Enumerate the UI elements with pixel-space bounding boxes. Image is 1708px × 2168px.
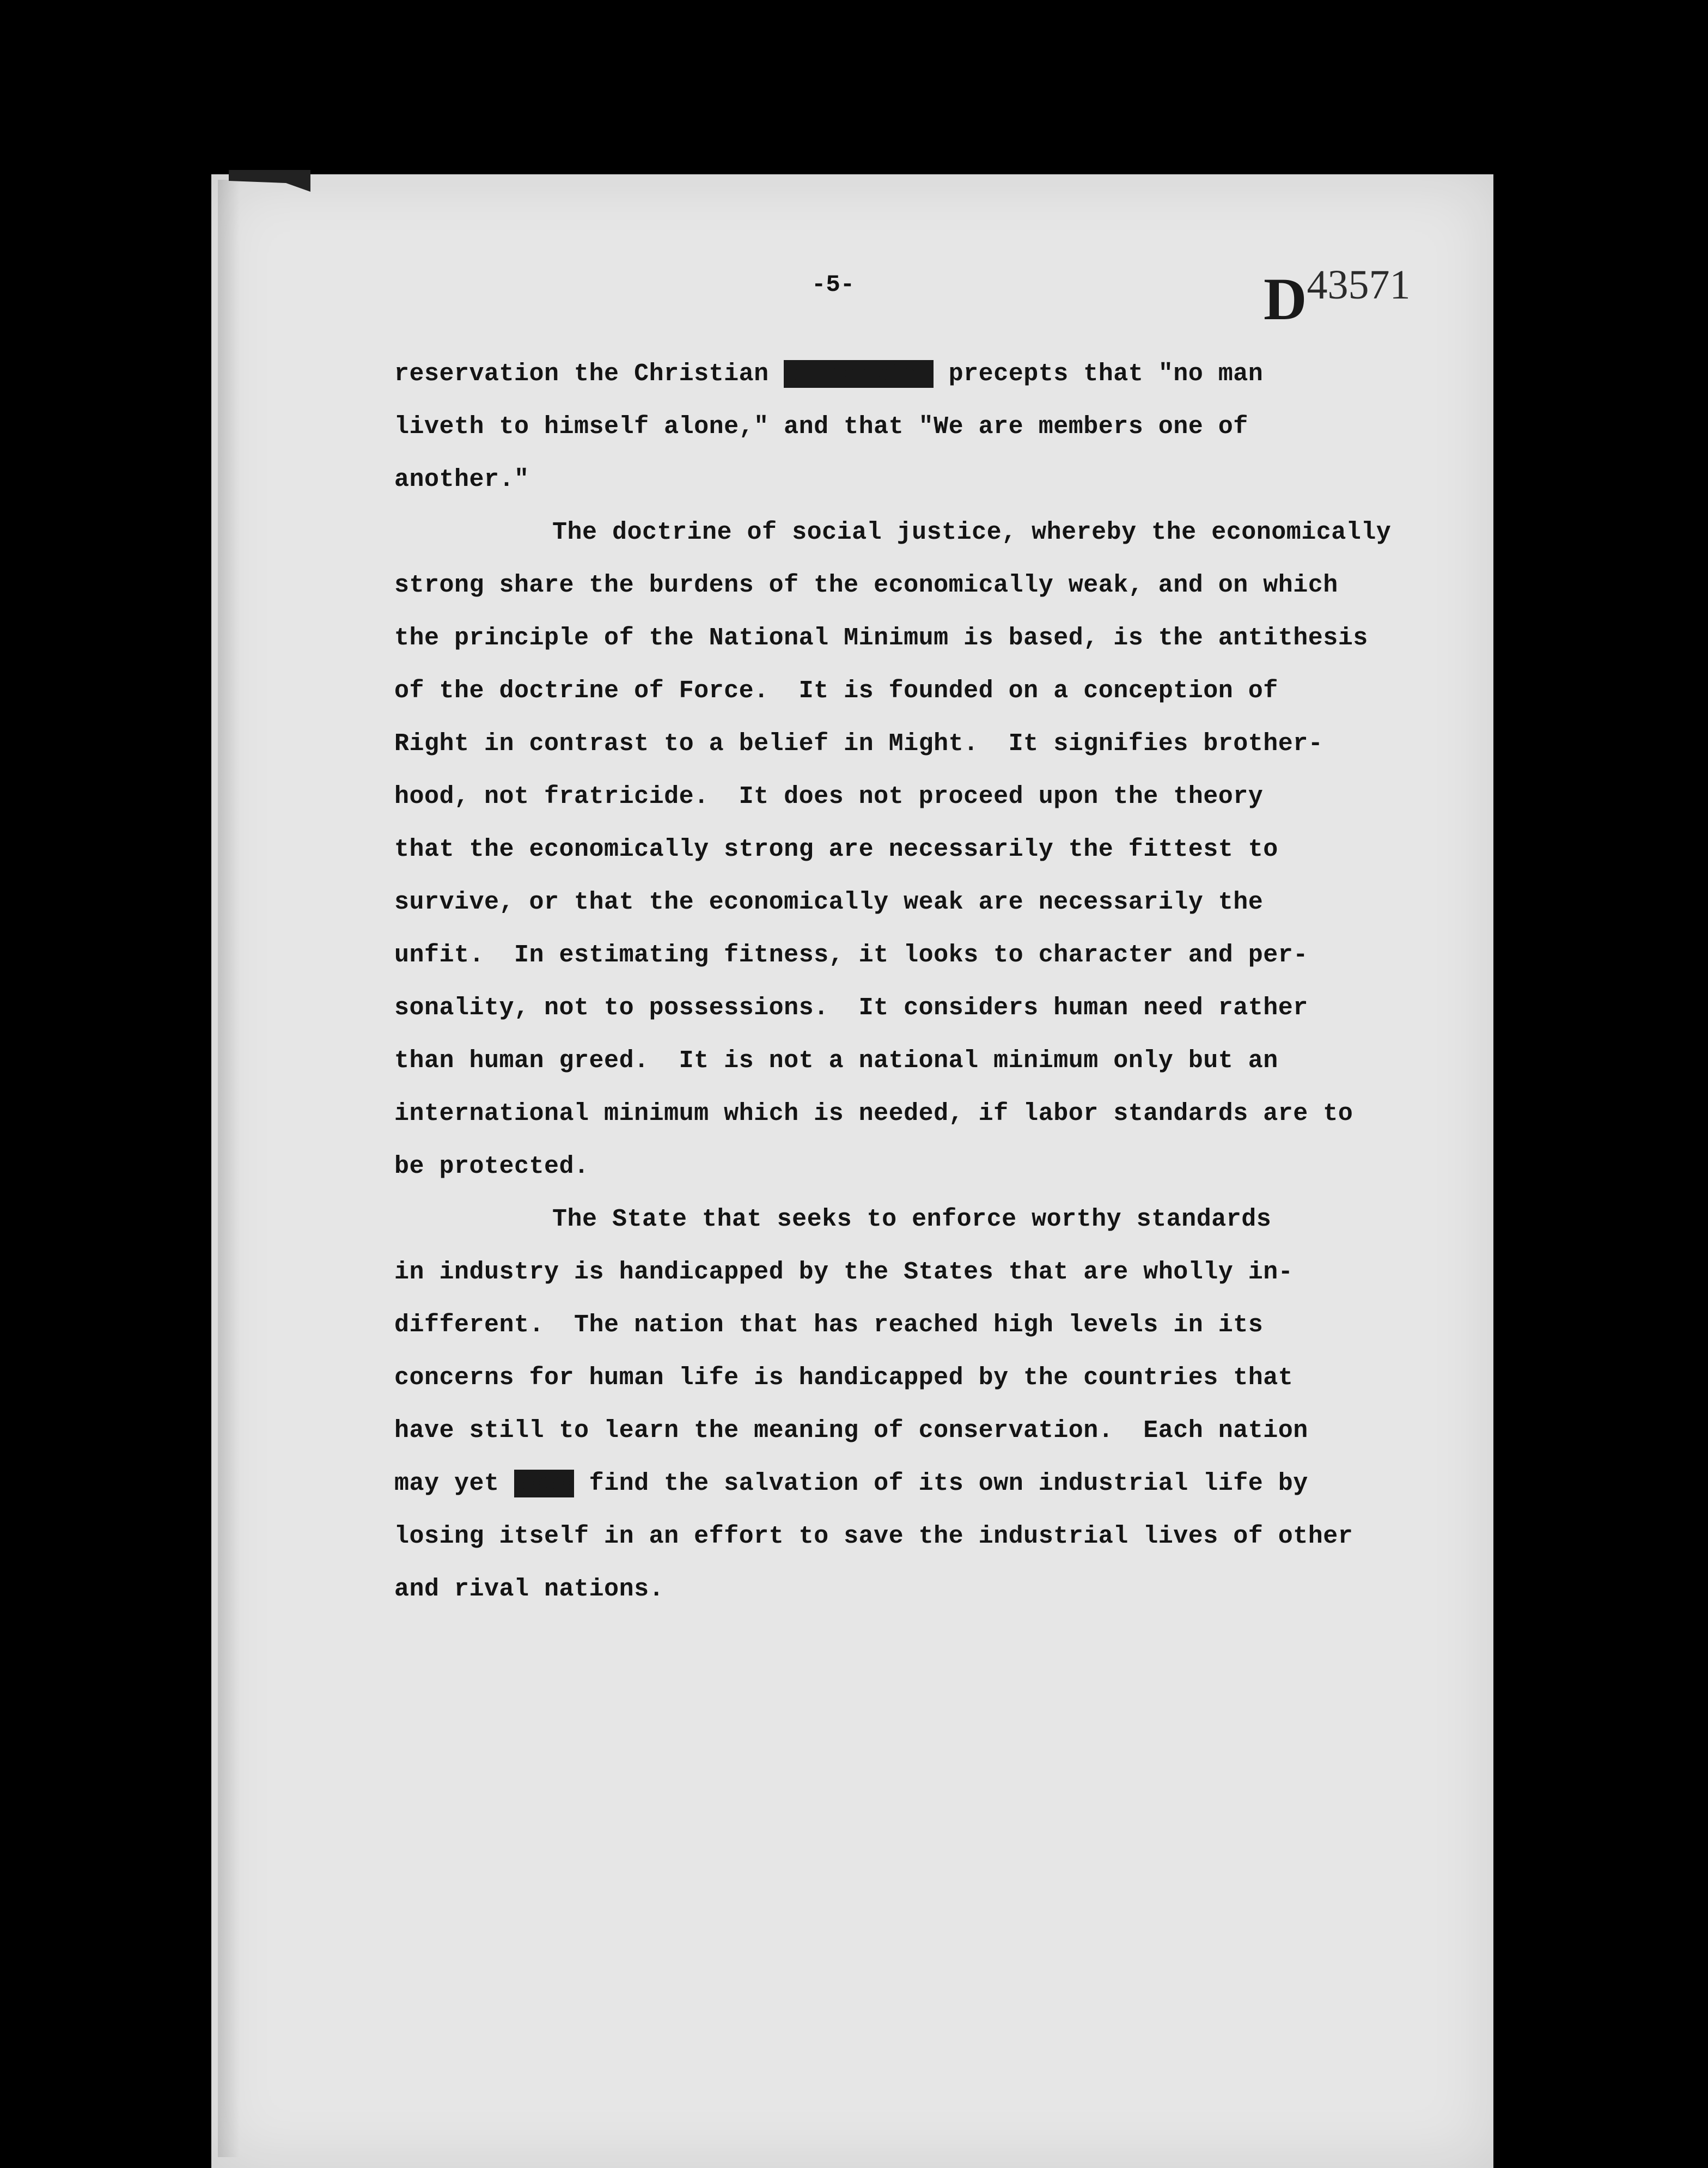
struck-out-text: principles [784, 360, 934, 388]
line-text: may yet [394, 1470, 515, 1497]
text-line [394, 1404, 1462, 1457]
stamp-number: 43571 [1307, 262, 1411, 308]
text-line [394, 717, 1462, 770]
body-text [394, 348, 1462, 1616]
text-line [394, 1510, 1462, 1563]
text-line [394, 1034, 1462, 1087]
text-line [394, 823, 1462, 876]
line-text: The State that seeks to enforce worthy standards [552, 1205, 1272, 1233]
text-line [394, 929, 1462, 982]
line-text: different. The nation that has reached high levels in its [394, 1311, 1264, 1339]
text-line [394, 876, 1462, 929]
text-line [394, 1563, 1462, 1616]
line-text: concerns for human life is handicapped by the countries that [394, 1364, 1294, 1392]
line-text: strong share the burdens of the economically weak, and on which [394, 571, 1338, 599]
text-line [394, 1457, 1462, 1510]
text-line [394, 1140, 1462, 1193]
text-line [394, 559, 1462, 612]
text-line [394, 453, 1462, 506]
text-line [394, 1193, 1462, 1246]
text-line [394, 1087, 1462, 1140]
text-line [394, 506, 1462, 559]
text-line [394, 1351, 1462, 1404]
line-text: be protected. [394, 1153, 589, 1180]
text-line [394, 400, 1462, 453]
archive-stamp [1264, 262, 1411, 332]
page-edge-shadow [218, 180, 240, 2157]
line-text-continued: find the salvation of its own industrial life by [574, 1470, 1308, 1497]
text-line [394, 612, 1462, 665]
text-line [394, 1299, 1462, 1351]
line-text: hood, not fratricide. It does not proceed upon the theory [394, 783, 1264, 811]
text-line [394, 982, 1462, 1034]
line-text: than human greed. It is not a national minimum only but an [394, 1047, 1278, 1075]
line-text: reservation the Christian [394, 360, 784, 388]
text-line [394, 348, 1462, 400]
line-text: unfit. In estimating fitness, it looks to character and per- [394, 941, 1308, 969]
line-text: sonality, not to possessions. It considers human need rather [394, 994, 1308, 1022]
line-text: international minimum which is needed, if labor standards are to [394, 1100, 1353, 1128]
line-text: the principle of the National Minimum is based, is the antithesis [394, 624, 1368, 652]
text-line [394, 770, 1462, 823]
line-text: Right in contrast to a belief in Might. It signifies brother- [394, 730, 1323, 758]
line-text: have still to learn the meaning of conservation. Each nation [394, 1417, 1308, 1445]
line-text: of the doctrine of Force. It is founded on a conception of [394, 677, 1278, 705]
line-text: in industry is handicapped by the States that are wholly in- [394, 1258, 1294, 1286]
text-line [394, 665, 1462, 717]
line-text-continued: precepts that "no man [934, 360, 1264, 388]
page-number: -5- [812, 271, 855, 299]
line-text: and rival nations. [394, 1575, 664, 1603]
text-line [394, 1246, 1462, 1299]
line-text: that the economically strong are necessarily the fittest to [394, 836, 1278, 863]
line-text: liveth to himself alone," and that "We are members one of [394, 413, 1248, 441]
line-text: losing itself in an effort to save the industrial lives of other [394, 1523, 1353, 1550]
stamp-letter: D [1264, 266, 1307, 332]
line-text: survive, or that the economically weak are necessarily the [394, 888, 1264, 916]
line-text: The doctrine of social justice, whereby the economically [552, 519, 1392, 546]
line-text: another." [394, 466, 529, 494]
struck-out-text: xxxx [514, 1470, 575, 1497]
